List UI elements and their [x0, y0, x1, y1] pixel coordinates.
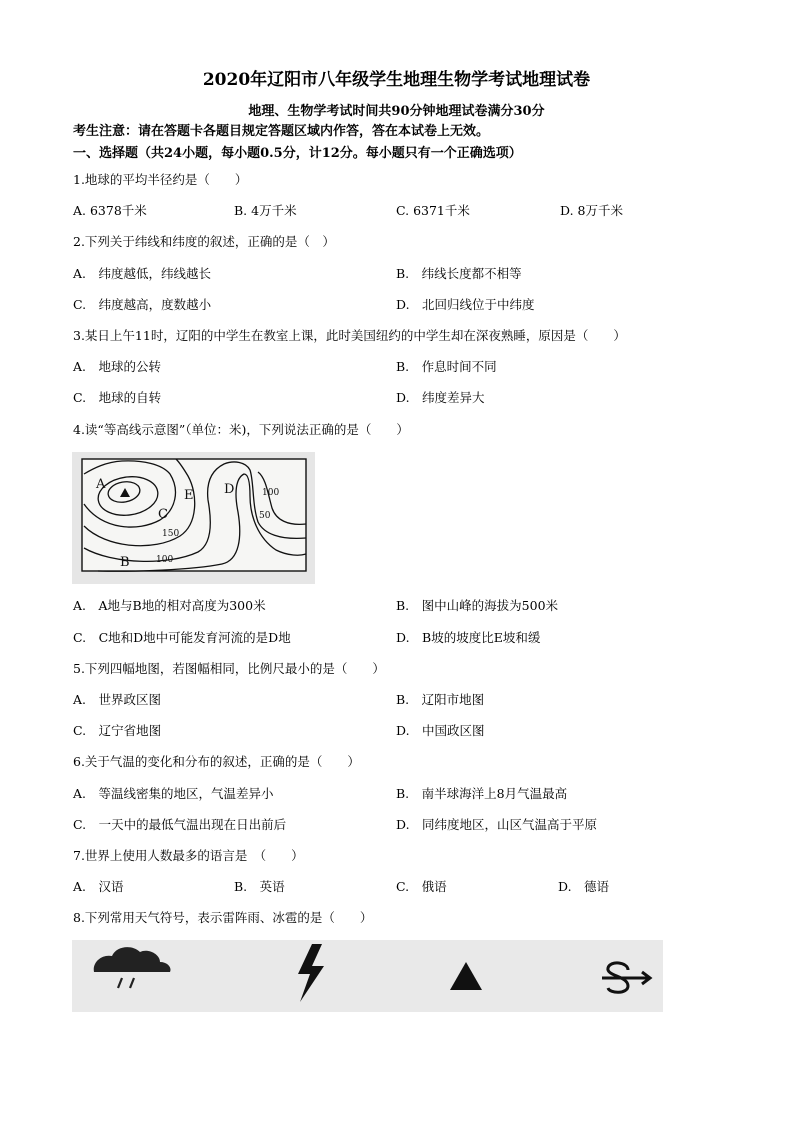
point-label-b: B: [120, 555, 130, 570]
option-d: D. 北回归线位于中纬度: [396, 297, 535, 312]
elevation-label: 100: [262, 488, 280, 498]
page-title: 2020年辽阳市八年级学生地理生物学考试地理试卷: [202, 70, 591, 90]
elevation-label: 150: [162, 529, 180, 539]
option-a: A. 6378千米: [73, 203, 147, 218]
option-b: B. 作息时间不同: [396, 359, 497, 374]
option-a: A. 纬度越低，纬线越长: [73, 266, 212, 281]
exam-notice: 考生注意：请在答题卡各题目规定答题区域内作答，答在本试卷上无效。: [73, 124, 490, 139]
option-c: C. 俄语: [396, 879, 447, 894]
section-heading: 一、选择题（共24小题，每小题0.5分，计12分。每小题只有一个正确选项）: [73, 146, 522, 161]
option-a: A. 汉语: [73, 879, 124, 894]
option-b: B. 英语: [234, 879, 285, 894]
question-stem: 3.某日上午11时，辽阳的中学生在教室上课，此时美国纽约的中学生却在深夜熟睡，原因是（ ）: [73, 328, 626, 343]
option-b: B. 南半球海洋上8月气温最高: [396, 786, 568, 801]
question-stem: 2.下列关于纬线和纬度的叙述，正确的是（ ）: [73, 234, 335, 249]
elevation-label: 50: [259, 511, 271, 521]
option-d: D. 德语: [558, 879, 610, 894]
option-d: D. 8万千米: [560, 203, 623, 218]
option-c: C. 6371千米: [396, 203, 470, 218]
option-a: A. 世界政区图: [73, 692, 162, 707]
question-stem: 7.世界上使用人数最多的语言是 （ ）: [73, 848, 304, 863]
option-d: D. 同纬度地区，山区气温高于平原: [396, 817, 598, 832]
contour-map-figure: [72, 452, 315, 584]
option-b: B. 4万千米: [234, 203, 297, 218]
option-a: A. 地球的公转: [73, 359, 162, 374]
option-b: B. 图中山峰的海拔为500米: [396, 598, 559, 613]
option-d: D. B坡的坡度比E坡和缓: [396, 630, 541, 645]
option-a: A. 等温线密集的地区，气温差异小: [73, 786, 274, 801]
option-c: C. C地和D地中可能发育河流的是D地: [73, 630, 291, 645]
option-c: C. 一天中的最低气温出现在日出前后: [73, 817, 287, 832]
option-a: A. A地与B地的相对高度为300米: [73, 598, 266, 613]
question-stem: 5.下列四幅地图，若图幅相同，比例尺最小的是（ ）: [73, 661, 385, 676]
exam-subtitle: 地理、生物学考试时间共90分钟地理试卷满分30分: [248, 104, 545, 119]
point-label-c: C: [158, 507, 168, 522]
option-c: C. 辽宁省地图: [73, 723, 162, 738]
option-b: B. 纬线长度都不相等: [396, 266, 522, 281]
option-c: C. 地球的自转: [73, 390, 162, 405]
elevation-label: 100: [156, 555, 174, 565]
question-stem: 1.地球的平均半径约是（ ）: [73, 172, 248, 187]
question-stem: 6.关于气温的变化和分布的叙述，正确的是（ ）: [73, 754, 360, 769]
weather-symbols-figure: [72, 940, 663, 1012]
question-stem: 4.读“等高线示意图”（单位：米)，下列说法正确的是（ ）: [73, 422, 409, 437]
point-label-e: E: [184, 488, 194, 503]
point-label-a: A: [96, 477, 106, 492]
option-b: B. 辽阳市地图: [396, 692, 485, 707]
point-label-d: D: [224, 482, 235, 497]
option-d: D. 中国政区图: [396, 723, 485, 738]
option-c: C. 纬度越高，度数越小: [73, 297, 212, 312]
option-d: D. 纬度差异大: [396, 390, 485, 405]
question-stem: 8.下列常用天气符号，表示雷阵雨、冰雹的是（ ）: [73, 910, 373, 925]
